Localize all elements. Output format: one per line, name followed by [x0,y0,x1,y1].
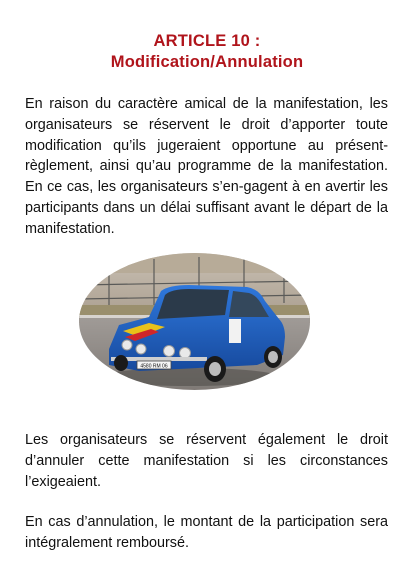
license-plate: 4580 RM 06 [140,363,168,370]
paragraph-cancellation-right: Les organisateurs se réservent également le droit d’annuler cette manifestation si les circonstances l’exigeaient. [25,432,388,490]
rally-car-illustration [79,253,310,390]
article-subheading: Modification/Annulation [110,53,304,71]
paragraph-intro: En raison du caractère amical de la manifestation, les organisateurs se réservent le droit d’apporter toute modification qu’ils jugeraient opportune au présent-règlement, ainsi qu’au programme de la manifestation. En ce cas, les organisateurs s’en-gagent à en avertir les participants dans un délai suffisant avant le départ de la manifestation. [25,96,388,237]
paragraph-refund: En cas d’annulation, le montant de la participation sera intégralement remboursé. [25,514,388,551]
rally-car-photo [79,253,310,390]
article-heading: ARTICLE 10 : [153,32,261,50]
